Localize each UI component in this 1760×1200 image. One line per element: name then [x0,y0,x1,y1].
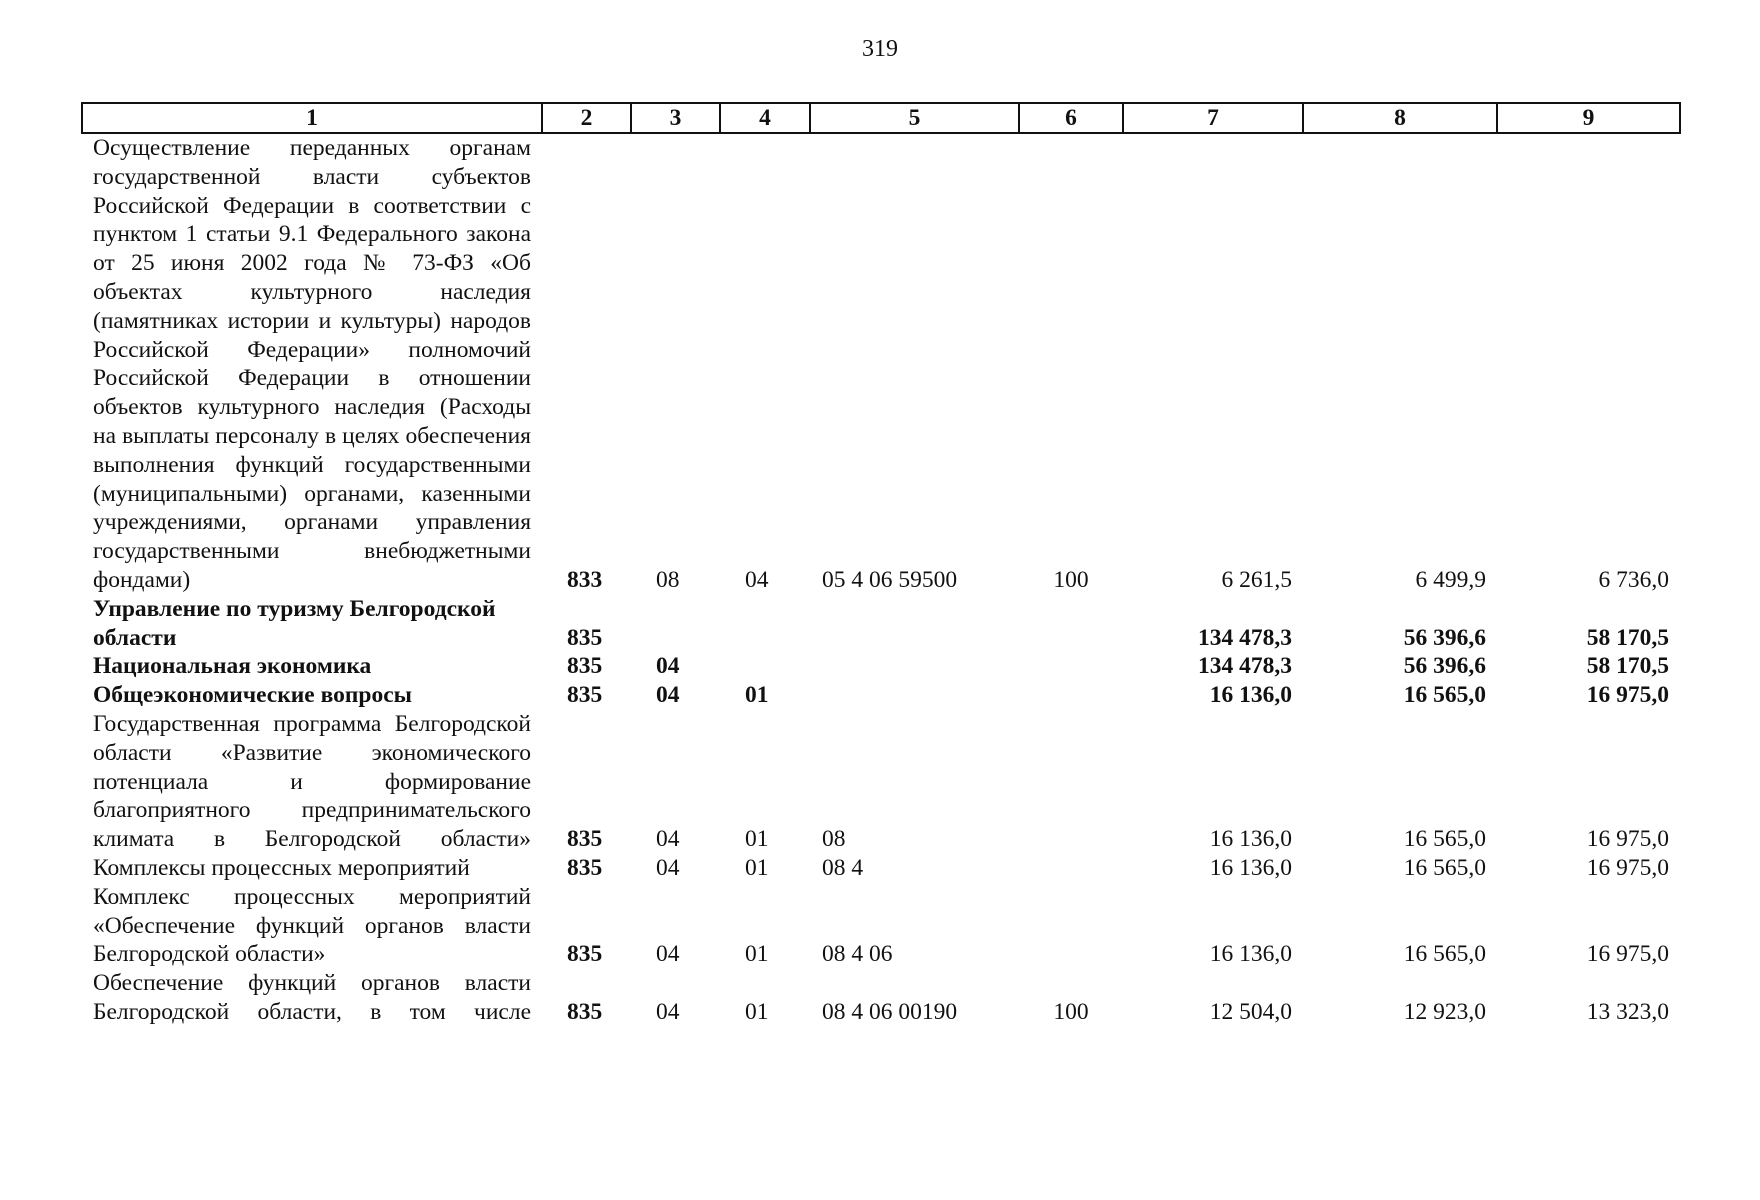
row-col-5 [810,595,1019,653]
row-col-4: 01 [745,998,769,1025]
table-header-row [82,103,1680,133]
row-col-6 [1019,681,1123,710]
row-col-6 [1019,883,1123,969]
table-row [82,710,1680,854]
row-col-8: 16 565,0 [1403,854,1486,881]
row-name: Национальная экономика [93,653,372,680]
table-row [82,854,1680,883]
row-col-5: 08 4 06 00190 [822,998,958,1025]
row-col-5: 08 [822,826,846,853]
row-col-9: 58 170,5 [1586,624,1669,651]
row-col-5 [810,681,1019,710]
row-col-7: 6 261,5 [1221,566,1292,593]
row-col-7: 12 504,0 [1209,998,1292,1025]
row-col-8: 6 499,9 [1415,566,1486,593]
row-name: Государственная программа Белгородской области «Развитие экономического потенциала и формирование благоприятного предпринимательского климата в Белгородской области» [93,710,531,853]
row-col-9: 6 736,0 [1598,566,1669,593]
header-col-8: 8 [1303,103,1497,133]
row-col-4: 01 [745,941,769,968]
row-col-2: 835 [567,653,603,680]
row-col-3: 04 [656,826,680,853]
header-col-5: 5 [810,103,1019,133]
row-col-7: 16 136,0 [1209,826,1292,853]
row-col-2: 833 [567,566,603,593]
header-col-6: 6 [1019,103,1123,133]
row-name: Общеэкономические вопросы [93,682,413,709]
row-col-8: 16 565,0 [1403,682,1486,709]
row-col-5: 05 4 06 59500 [822,566,958,593]
table-row [82,681,1680,710]
row-col-4: 01 [745,854,769,881]
row-col-6 [1019,854,1123,883]
row-col-9: 58 170,5 [1586,653,1669,680]
row-col-4: 01 [745,826,769,853]
row-col-9: 16 975,0 [1586,941,1669,968]
header-col-7: 7 [1123,103,1303,133]
row-col-2: 835 [567,624,603,651]
row-col-2: 835 [567,682,603,709]
table-row [82,133,1680,595]
row-col-7: 16 136,0 [1209,854,1292,881]
row-col-3: 04 [656,854,680,881]
table-row [82,883,1680,969]
row-col-2: 835 [567,854,603,881]
row-col-3: 08 [656,566,680,593]
row-col-8: 16 565,0 [1403,826,1486,853]
header-col-3: 3 [631,103,720,133]
row-col-7: 134 478,3 [1198,624,1292,651]
page-number: 319 [862,36,898,62]
row-col-4: 01 [745,682,769,709]
row-name: Комплексы процессных мероприятий [93,854,470,881]
row-name: Комплекс процессных мероприятий «Обеспечение функций органов власти Белгородской области» [93,883,531,968]
row-col-9: 16 975,0 [1586,854,1669,881]
row-col-6 [1019,710,1123,854]
row-col-2: 835 [567,998,603,1025]
row-col-2: 835 [567,826,603,853]
table-row [82,652,1680,681]
row-col-4: 04 [745,566,769,593]
header-col-2: 2 [542,103,631,133]
row-name: Осуществление переданных органам государственной власти субъектов Российской Федерации в соответствии с пунктом 1 статьи 9.1 Федерального закона от 25 июня 2002 года № 73-ФЗ «Об объектах культурного наследия (памятниках истории и культуры) народов Российской Федерации» полномочий Российской Федерации в отношении объектов культурного наследия (Расходы на выплаты персоналу в целях обеспечения выполнения функций государственными (муниципальными) органами, казенными учреждениями, органами управления государственными внебюджетными фондами) [93,135,531,593]
row-col-3: 04 [656,941,680,968]
row-col-7: 16 136,0 [1209,941,1292,968]
row-col-5: 08 4 06 [822,941,893,968]
row-col-9: 16 975,0 [1586,682,1669,709]
row-col-7: 16 136,0 [1209,682,1292,709]
row-col-6 [1019,595,1123,653]
row-col-9: 16 975,0 [1586,826,1669,853]
budget-table [81,102,1681,1027]
row-col-3: 04 [656,998,680,1025]
row-col-9: 13 323,0 [1586,998,1669,1025]
table-row [82,969,1680,1027]
row-col-2: 835 [567,941,603,968]
row-col-8: 12 923,0 [1403,998,1486,1025]
row-col-5: 08 4 [822,854,864,881]
header-col-1: 1 [82,103,542,133]
row-col-6 [1019,652,1123,681]
row-col-3 [631,595,720,653]
row-col-8: 56 396,6 [1403,653,1486,680]
row-name: Обеспечение функций органов власти Белгородской области, в том числе [93,970,531,1025]
row-col-8: 56 396,6 [1403,624,1486,651]
row-col-6: 100 [1053,998,1089,1025]
row-col-7: 134 478,3 [1198,653,1292,680]
row-col-6: 100 [1053,566,1089,593]
table-row [82,595,1680,653]
header-col-9: 9 [1497,103,1680,133]
header-col-4: 4 [720,103,810,133]
row-col-4 [720,652,810,681]
row-col-3: 04 [656,653,680,680]
row-col-3: 04 [656,682,680,709]
row-col-5 [810,652,1019,681]
row-col-8: 16 565,0 [1403,941,1486,968]
row-name: Управление по туризму Белгородской области [93,595,496,651]
row-col-4 [720,595,810,653]
